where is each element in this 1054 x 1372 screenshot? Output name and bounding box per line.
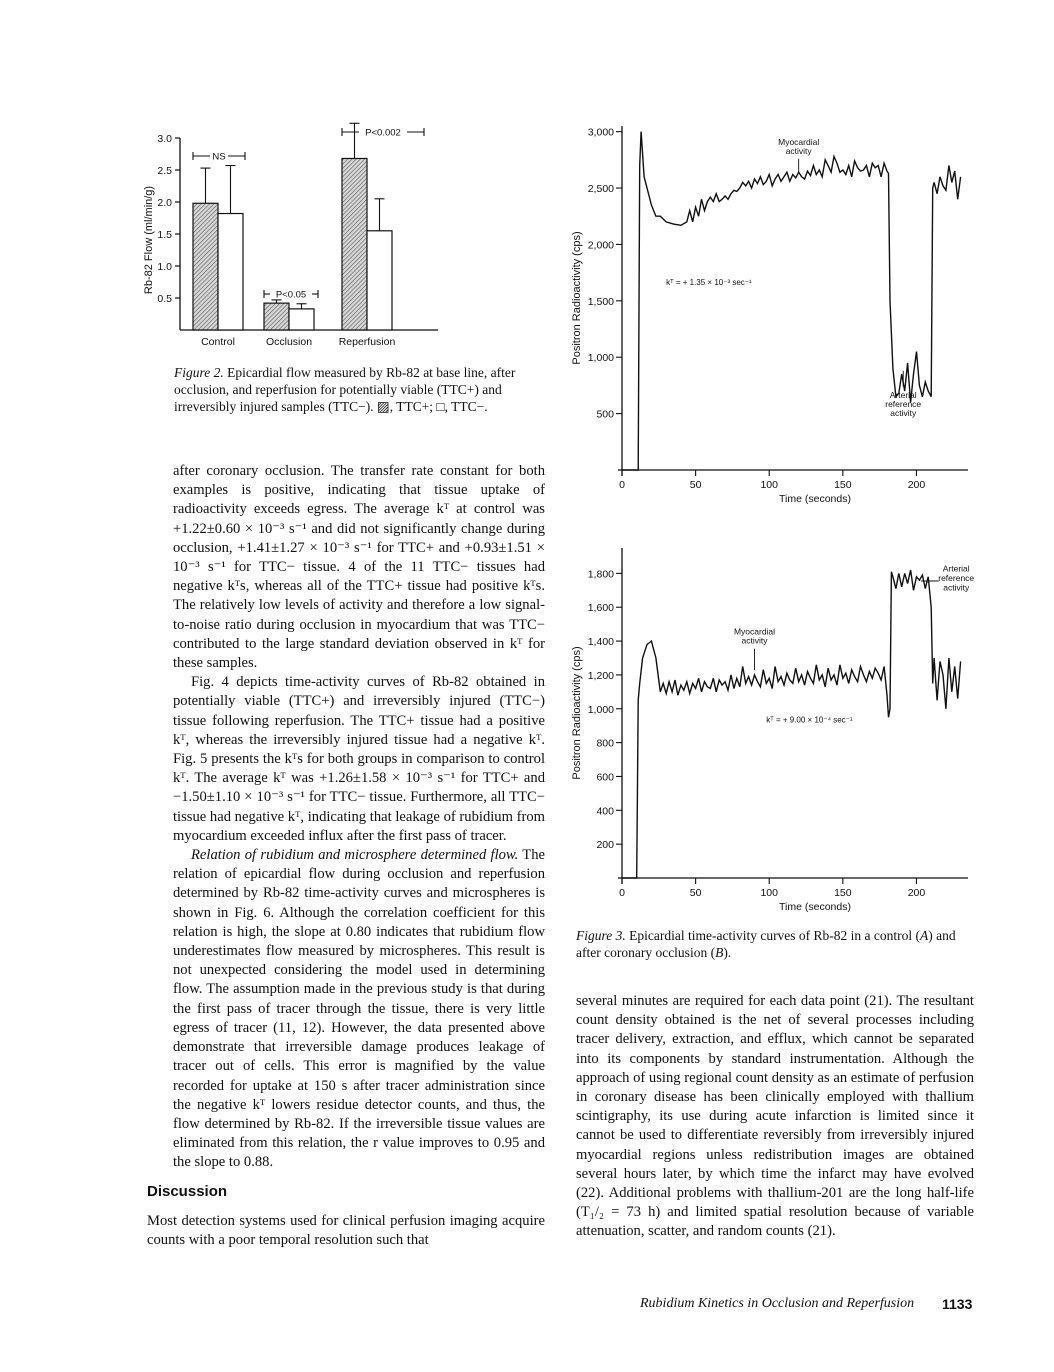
figure-2-caption bbox=[174, 364, 554, 415]
page-number: 1133 bbox=[942, 1296, 973, 1312]
y-tick-label: 1,500 bbox=[587, 295, 614, 308]
f2-bar-ttc-minus bbox=[218, 214, 243, 330]
figure-3-caption-part-2: ) and after coronary occlusion ( bbox=[576, 928, 956, 960]
y-tick-label: 400 bbox=[596, 805, 614, 818]
left-column bbox=[173, 462, 545, 1173]
y-tick-label: 600 bbox=[596, 771, 614, 784]
f2-bar-ttc-plus bbox=[193, 203, 218, 330]
f3b-arterial-label-2: reference bbox=[938, 573, 975, 583]
x-tick-label: 0 bbox=[619, 887, 625, 899]
y-axis-label: Positron Radioactivity (cps) bbox=[571, 646, 583, 780]
left-paragraph-1: after coronary occlusion. The transfer rate constant for both examples is positive, indicating that tissue uptake of radioactivity exceeds egress. The average kᵀ at control was +1.22±0.60 × 10⁻³ s⁻¹ and did not significantly change during occlusion, +1.41±1.27 × 10⁻³ s⁻¹ for TTC+ and +0.93±1.51 × 10⁻³ s⁻¹ for TTC− tissue. 4 of the 11 TTC− tissues had negative kᵀs, whereas all of the TTC+ tissue had positive kᵀs. The relatively low levels of activity and therefore a low signal-to-noise ratio during occlusion in myocardium that was TTC− contributed to the large standard deviation observed in kᵀ for these samples. bbox=[173, 463, 545, 672]
f2-y-tick-label: 2.0 bbox=[157, 197, 172, 209]
figure-2-caption-text: Epicardial flow measured by Rb-82 at base line, after occlusion, and reperfusion for potentially viable (TTC+) and irreversibly injured samples (TTC−). ▨, TTC+; □, TTC−. bbox=[174, 365, 516, 414]
y-tick-label: 500 bbox=[596, 408, 614, 421]
x-tick-label: 150 bbox=[834, 479, 852, 491]
figure-3-caption-a: A bbox=[920, 928, 929, 943]
f2-significance-label: P<0.05 bbox=[275, 289, 307, 301]
f2-x-tick-label: Occlusion bbox=[265, 336, 313, 348]
figure-3b-line-chart bbox=[560, 540, 980, 925]
figure-3a-series-line bbox=[622, 132, 961, 470]
f2-bar-ttc-plus bbox=[342, 158, 367, 330]
figure-3-caption-part-1: Epicardial time-activity curves of Rb-82 in a control ( bbox=[625, 928, 921, 943]
f3b-myocardial-label: Myocardial bbox=[733, 626, 776, 637]
figure-3-caption bbox=[576, 927, 971, 961]
figure-3-caption-part-3: ). bbox=[723, 945, 732, 960]
left-paragraph-3-text: The relation of epicardial flow during occlusion and reperfusion determined by Rb-82 time-activity curves and microspheres is shown in Fig. 6. Although the correlation coefficient for this relation is high, the slope at 0.80 indicates that rubidium flow underestimates flow measured by microspheres. This result is not unexpected considering the model used in determining flow. The assumption made in the previous study is that during the first pass of tracer through the tissue, there is very little egress of tracer (11, 12). However, the data presented above demonstrate that irreversible damage produces leakage of tracer out of cells. This error is magnified by the value recorded for uptake at 150 s after tracer administration since the negative kᵀ lowers residue detector counts, and thus, the flow determined by Rb-82. If the irreversible tissue values are eliminated from this relation, the r value improves to 0.95 and the slope to 0.88. bbox=[173, 847, 545, 1171]
discussion-text: Most detection systems used for clinical perfusion imaging acquire counts with a poor temporal resolution such that bbox=[147, 1213, 545, 1249]
f2-bar-ttc-minus bbox=[289, 309, 314, 330]
figure-2-label: Figure 2. bbox=[174, 365, 224, 380]
f3b-myocardial-label-2: activity bbox=[741, 635, 768, 646]
f3a-myocardial-label: Myocardial bbox=[778, 137, 820, 148]
x-tick-label: 100 bbox=[760, 479, 778, 491]
f2-y-axis-label: Rb-82 Flow (ml/min/g) bbox=[143, 185, 155, 295]
f2-x-tick-label: Reperfusion bbox=[338, 336, 396, 348]
x-tick-label: 0 bbox=[619, 479, 625, 491]
f3a-kt-label: kᵀ = + 1.35 × 10⁻³ sec⁻¹ bbox=[666, 278, 752, 288]
x-tick-label: 200 bbox=[907, 887, 926, 899]
f3b-arterial-label: Arterial bbox=[942, 563, 970, 574]
f2-y-tick-label: 2.5 bbox=[157, 165, 172, 177]
x-tick-label: 150 bbox=[834, 887, 852, 899]
x-tick-label: 50 bbox=[689, 479, 702, 491]
f3a-myocardial-label-2: activity bbox=[785, 146, 812, 157]
y-tick-label: 1,000 bbox=[587, 703, 614, 716]
f2-significance-label: NS bbox=[212, 151, 226, 163]
right-column bbox=[576, 992, 974, 1242]
running-title: Rubidium Kinetics in Occlusion and Reperfusion bbox=[640, 1296, 915, 1311]
y-tick-label: 1,000 bbox=[587, 352, 614, 365]
y-tick-label: 800 bbox=[596, 737, 614, 750]
f2-x-tick-label: Control bbox=[201, 336, 235, 348]
f2-y-tick-label: 1.5 bbox=[157, 229, 172, 241]
f3a-arterial-label-3: activity bbox=[890, 407, 917, 418]
x-tick-label: 50 bbox=[689, 887, 702, 899]
figure-3-label: Figure 3. bbox=[576, 928, 626, 943]
f2-bar-ttc-minus bbox=[367, 231, 392, 330]
figure-3-caption-b: B bbox=[715, 945, 724, 960]
y-tick-label: 1,200 bbox=[587, 669, 614, 682]
y-tick-label: 2,000 bbox=[587, 239, 614, 252]
f2-y-tick-label: 1.0 bbox=[157, 261, 172, 273]
left-paragraph-3 bbox=[173, 846, 545, 1172]
left-paragraph-2: Fig. 4 depicts time-activity curves of Rb-82 obtained in potentially viable (TTC+) and irreversibly injured (TTC−) tissue following reperfusion. The TTC+ tissue had a positive kᵀ, whereas the irreversibly injured tissue had a negative kᵀ. Fig. 5 presents the kᵀs for both groups in comparison to control kᵀ. The average kᵀ was +1.26±1.58 × 10⁻³ s⁻¹ for TTC+ and −1.50±1.10 × 10⁻³ s⁻¹ for TTC− tissue. Furthermore, all TTC− tissue had negative kᵀ, indicating that leakage of rubidium from myocardium exceeded influx after the first pass of tracer. bbox=[173, 674, 545, 844]
y-tick-label: 200 bbox=[596, 839, 614, 852]
y-tick-label: 1,400 bbox=[587, 636, 614, 649]
f2-y-tick-label: 0.5 bbox=[157, 293, 172, 305]
figure-3a-line-chart bbox=[560, 118, 980, 513]
f2-y-tick-label: 3.0 bbox=[157, 133, 172, 145]
right-paragraph-1: several minutes are required for each data point (21). The resultant count density obtained is the net of several processes including tracer delivery, extraction, and efflux, which cannot be separated into its components by standard instrumentation. Although the approach of using regional count density as an estimate of perfusion in coronary disease has been clinically employed with thallium scintigraphy, its use during acute infarction is limited since it cannot be used to differentiate reversibly from irreversibly injured myocardial regions unless redistribution images are obtained several hours later, by which time the infarct may have evolved (22). Additional problems with thallium-201 are the long half-life (T₁/₂ = 73 h) and limited spatial resolution because of variable attenuation, scatter, and random counts (21). bbox=[576, 993, 974, 1240]
left-paragraph-3-title: Relation of rubidium and microsphere determined flow. bbox=[191, 847, 519, 864]
x-tick-label: 200 bbox=[907, 479, 926, 491]
x-axis-label: Time (seconds) bbox=[779, 901, 851, 913]
y-tick-label: 1,800 bbox=[587, 568, 614, 581]
f3a-arterial-label-2: reference bbox=[885, 398, 922, 409]
y-axis-label: Positron Radioactivity (cps) bbox=[571, 231, 583, 365]
y-tick-label: 1,600 bbox=[587, 602, 614, 615]
f2-significance-label: P<0.002 bbox=[365, 127, 401, 139]
x-axis-label: Time (seconds) bbox=[779, 493, 851, 505]
discussion-heading: Discussion bbox=[147, 1183, 228, 1200]
y-tick-label: 3,000 bbox=[587, 126, 614, 139]
f3b-arterial-label-3: activity bbox=[943, 582, 970, 593]
figure-2-bar-chart bbox=[138, 118, 448, 358]
y-tick-label: 2,500 bbox=[587, 183, 614, 196]
x-tick-label: 100 bbox=[760, 887, 778, 899]
discussion-paragraph bbox=[147, 1212, 545, 1250]
f2-bar-ttc-plus bbox=[264, 303, 289, 330]
f3a-arterial-label: Arterial bbox=[889, 389, 917, 400]
f3b-kt-label: kᵀ = + 9.00 × 10⁻⁴ sec⁻¹ bbox=[766, 715, 853, 725]
